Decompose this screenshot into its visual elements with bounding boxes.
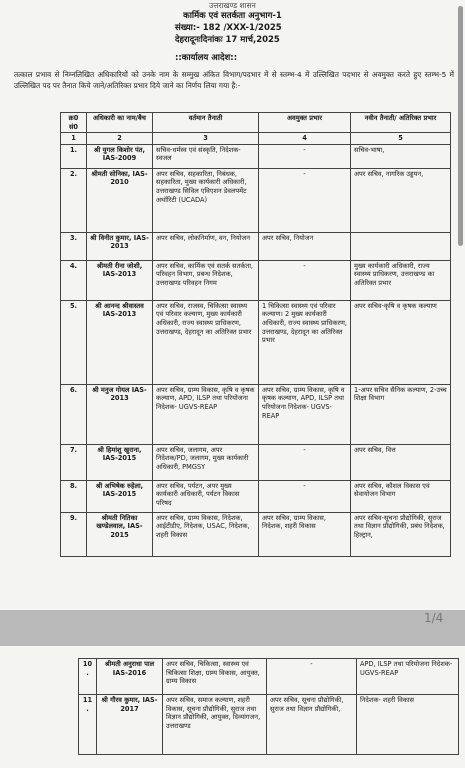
- cell-officer-name: श्रीमती नितिका खण्डेलवाल, IAS-2015: [87, 512, 153, 556]
- transfer-table-continued: [78, 658, 459, 755]
- cell-relieved-charge: -: [259, 144, 351, 168]
- header-officer: अधिकारी का नाम/बैच: [87, 113, 153, 133]
- cell-officer-name: श्री गौरव कुमार, IAS-2017: [97, 695, 163, 755]
- cell-current-posting: अपर सचिव, चिकित्सा, स्वास्थ्य एवं चिकित्सा शिक्षा, ग्राम्य विकास, आयुक्त, ग्राम्य विकास: [163, 659, 267, 695]
- cell-serial: 2.: [61, 168, 87, 232]
- table-row: [79, 695, 459, 755]
- cell-current-posting: अपर सचिव, जलागम, अपर निदेशक/PD, जलागम, मुख्य कार्यकारी अधिकारी, PMGSY: [153, 444, 259, 480]
- order-number: संख्या:- 182 /XXX-1/2025: [175, 23, 282, 33]
- cell-new-posting: सचिव-भाषा,: [351, 144, 451, 168]
- cell-new-posting: मुख्य कार्यकारी अधिकारी, राज्य स्वास्थ्य प्राधिकरण, उत्तराखण्ड का अतिरिक्त प्रभार: [351, 260, 451, 300]
- cell-officer-name: श्रीमती सोनिका, IAS-2010: [87, 168, 153, 232]
- col-num: 3: [153, 133, 259, 145]
- column-number-row: [61, 133, 451, 145]
- table-row: [79, 659, 459, 695]
- intro-paragraph: तत्काल प्रभाव से निम्नलिखित अधिकारियों को उनके नाम के सम्मुख अंकित विभाग/पदभार में से स्तम्भ-4 में उल्लिखित पदभार से अवमुक्त करते हुए स्तम्भ-5 में उल्लिखित पद पर तैनात किये जाने/अतिरिक्त प्रभार दिये जाने का निर्णय लिया गया है:-: [14, 70, 454, 90]
- table-row: [61, 300, 451, 384]
- col-num: 1: [61, 133, 87, 145]
- cell-current-posting: अपर सचिव, पर्यटन, अपर मुख्य कार्यकारी अधिकारी, पर्यटन विकास परिषद: [153, 480, 259, 512]
- col-num: 4: [259, 133, 351, 145]
- cell-new-posting: 1-अपर सचिव सैनिक कल्याण, 2-उच्च शिक्षा विभाग: [351, 384, 451, 444]
- cell-serial: 4.: [61, 260, 87, 300]
- cell-new-posting: निदेशक- शहरी विकास: [357, 695, 459, 755]
- cell-serial: 6.: [61, 384, 87, 444]
- cell-relieved-charge: अपर सचिव, ग्राम्य विकास, निदेशक, शहरी विकास: [259, 512, 351, 556]
- cell-officer-name: श्री हिमांशु खुराना, IAS-2015: [87, 444, 153, 480]
- cell-current-posting: अपर सचिव, कार्मिक एवं सतर्क सतर्कता, परिवहन विभाग, प्रबन्ध निदेशक, उत्तराखण्ड परिवहन निगम: [153, 260, 259, 300]
- table-row: [61, 168, 451, 232]
- page-indicator: 1/4: [424, 611, 444, 625]
- table-row: [61, 480, 451, 512]
- table-header-row: [61, 113, 451, 133]
- header-sn: क्र0 सं0: [61, 113, 87, 133]
- order-date: देहरादूनःदिनांकः 17 मार्च,2025: [175, 35, 280, 45]
- table-row: [61, 444, 451, 480]
- cell-relieved-charge: -: [259, 168, 351, 232]
- cell-relieved-charge: अपर सचिव, सूचना प्रौद्योगिकी, सुराज तथा विज्ञान प्रौद्योगिकी,: [267, 695, 357, 755]
- cell-serial: 10.: [79, 659, 97, 695]
- cell-serial: 11.: [79, 695, 97, 755]
- cell-officer-name: श्रीमती रीना जोशी, IAS-2013: [87, 260, 153, 300]
- document-page-2: [0, 646, 465, 768]
- cell-current-posting: अपर सचिव, ग्राम्य विकास, कृषि व कृषक कल्याण, APD, ILSP तथा परियोजना निदेशक- UGVS-REAP: [153, 384, 259, 444]
- cell-current-posting: सचिव-धर्मस्व एवं संस्कृति, निदेशक-स्वजल: [153, 144, 259, 168]
- transfer-table: [60, 112, 451, 557]
- cell-new-posting: अपर सचिव-कृषि व कृषक कल्याण: [351, 300, 451, 384]
- scrollbar-thumb[interactable]: [458, 6, 463, 246]
- cell-relieved-charge: 1 चिकित्सा स्वास्थ्य एवं परिवार कल्याण। 2 मुख्य कार्यकारी अधिकारी, राज्य स्वास्थ्य प्राधिकरण, उत्तराखण्ड, देहरादून का अतिरिक्त प्रभार: [259, 300, 351, 384]
- cell-serial: 5.: [61, 300, 87, 384]
- col-num: 5: [351, 133, 451, 145]
- header-current: वर्तमान तैनाती: [153, 113, 259, 133]
- cell-current-posting: अपर सचिव, लोकनिर्माण, वन, नियोजन: [153, 232, 259, 260]
- order-heading: ::कार्यालय आदेश::: [175, 53, 238, 63]
- cell-current-posting: अपर सचिव, सहकारिता, निबंधक, सहकारिता, मुख्य कार्यकारी अधिकारी, उत्तराखण्ड सिविल एविएशन डेवलपमेंट अथॉरिटी (UCADA): [153, 168, 259, 232]
- cell-officer-name: श्री युगल किशोर पंत, IAS-2009: [87, 144, 153, 168]
- header-relieved: अवमुक्त प्रभार: [259, 113, 351, 133]
- cell-current-posting: अपर सचिव, ग्राम्य विकास, निदेशक, आईटीडीए, निदेशक, USAC, निदेशक, शहरी विकास: [153, 512, 259, 556]
- table-row: [61, 512, 451, 556]
- cell-current-posting: अपर सचिव, समाज कल्याण, शहरी विकास, सूचना प्रौद्योगिकी, सुराज तथा विज्ञान प्रौद्योगिकी, आयुक्त, दिव्यांगजन, उत्तराखण्ड: [163, 695, 267, 755]
- scrollbar[interactable]: [458, 0, 463, 768]
- cell-relieved-charge: -: [259, 260, 351, 300]
- cell-new-posting: अपर सचिव, नागरिक उड्डयन,: [351, 168, 451, 232]
- col-num: 2: [87, 133, 153, 145]
- cell-current-posting: अपर सचिव, राजस्व, चिकित्सा स्वास्थ्य एवं परिवार कल्याण, मुख्य कार्यकारी अधिकारी, राज्य स्वास्थ्य प्राधिकरण, उत्तराखण्ड, देहरादून का अतिरिक्त प्रभार: [153, 300, 259, 384]
- table-row: [61, 232, 451, 260]
- table-row: [61, 260, 451, 300]
- cell-new-posting: [351, 232, 451, 260]
- cell-new-posting: अपर सचिव, कौशल विकास एवं सेवायोजन विभाग: [351, 480, 451, 512]
- cell-relieved-charge: -: [259, 480, 351, 512]
- cell-relieved-charge: अपर सचिव, ग्राम्य विकास, कृषि व कृषक कल्याण, APD, ILSP तथा परियोजना निदेशक- UGVS-REAP: [259, 384, 351, 444]
- table-row: [61, 384, 451, 444]
- cell-officer-name: श्री विनीत कुमार, IAS-2013: [87, 232, 153, 260]
- cell-officer-name: श्री आनन्द श्रीवास्तव IAS-2013: [87, 300, 153, 384]
- cell-relieved-charge: अपर सचिव, नियोजन: [259, 232, 351, 260]
- cell-officer-name: श्रीमती अनुराधा पाल IAS-2016: [97, 659, 163, 695]
- cell-serial: 7.: [61, 444, 87, 480]
- department-header: उत्तराखण्ड शासन: [209, 1, 256, 10]
- cell-relieved-charge: -: [259, 444, 351, 480]
- cell-serial: 8.: [61, 480, 87, 512]
- cell-new-posting: APD, ILSP तथा परियोजना निदेशक- UGVS-REAP: [357, 659, 459, 695]
- cell-new-posting: अपर सचिव, वित्त: [351, 444, 451, 480]
- section-title: कार्मिक एवं सतर्कता अनुभाग-1: [183, 11, 282, 21]
- cell-officer-name: श्री मनुज गोयल IAS-2013: [87, 384, 153, 444]
- header-new: नवीन तैनाती/ अतिरिक्त प्रभार: [351, 113, 451, 133]
- cell-officer-name: श्री अभिषेक रुहेला, IAS-2015: [87, 480, 153, 512]
- table-row: [61, 144, 451, 168]
- cell-serial: 1.: [61, 144, 87, 168]
- cell-serial: 9.: [61, 512, 87, 556]
- cell-new-posting: अपर सचिव-सूचना प्रौद्योगिकी, सुराज तथा विज्ञान प्रौद्योगिकी, प्रबंध निदेशक, हिल्ट्रान,: [351, 512, 451, 556]
- cell-serial: 3.: [61, 232, 87, 260]
- cell-relieved-charge: -: [267, 659, 357, 695]
